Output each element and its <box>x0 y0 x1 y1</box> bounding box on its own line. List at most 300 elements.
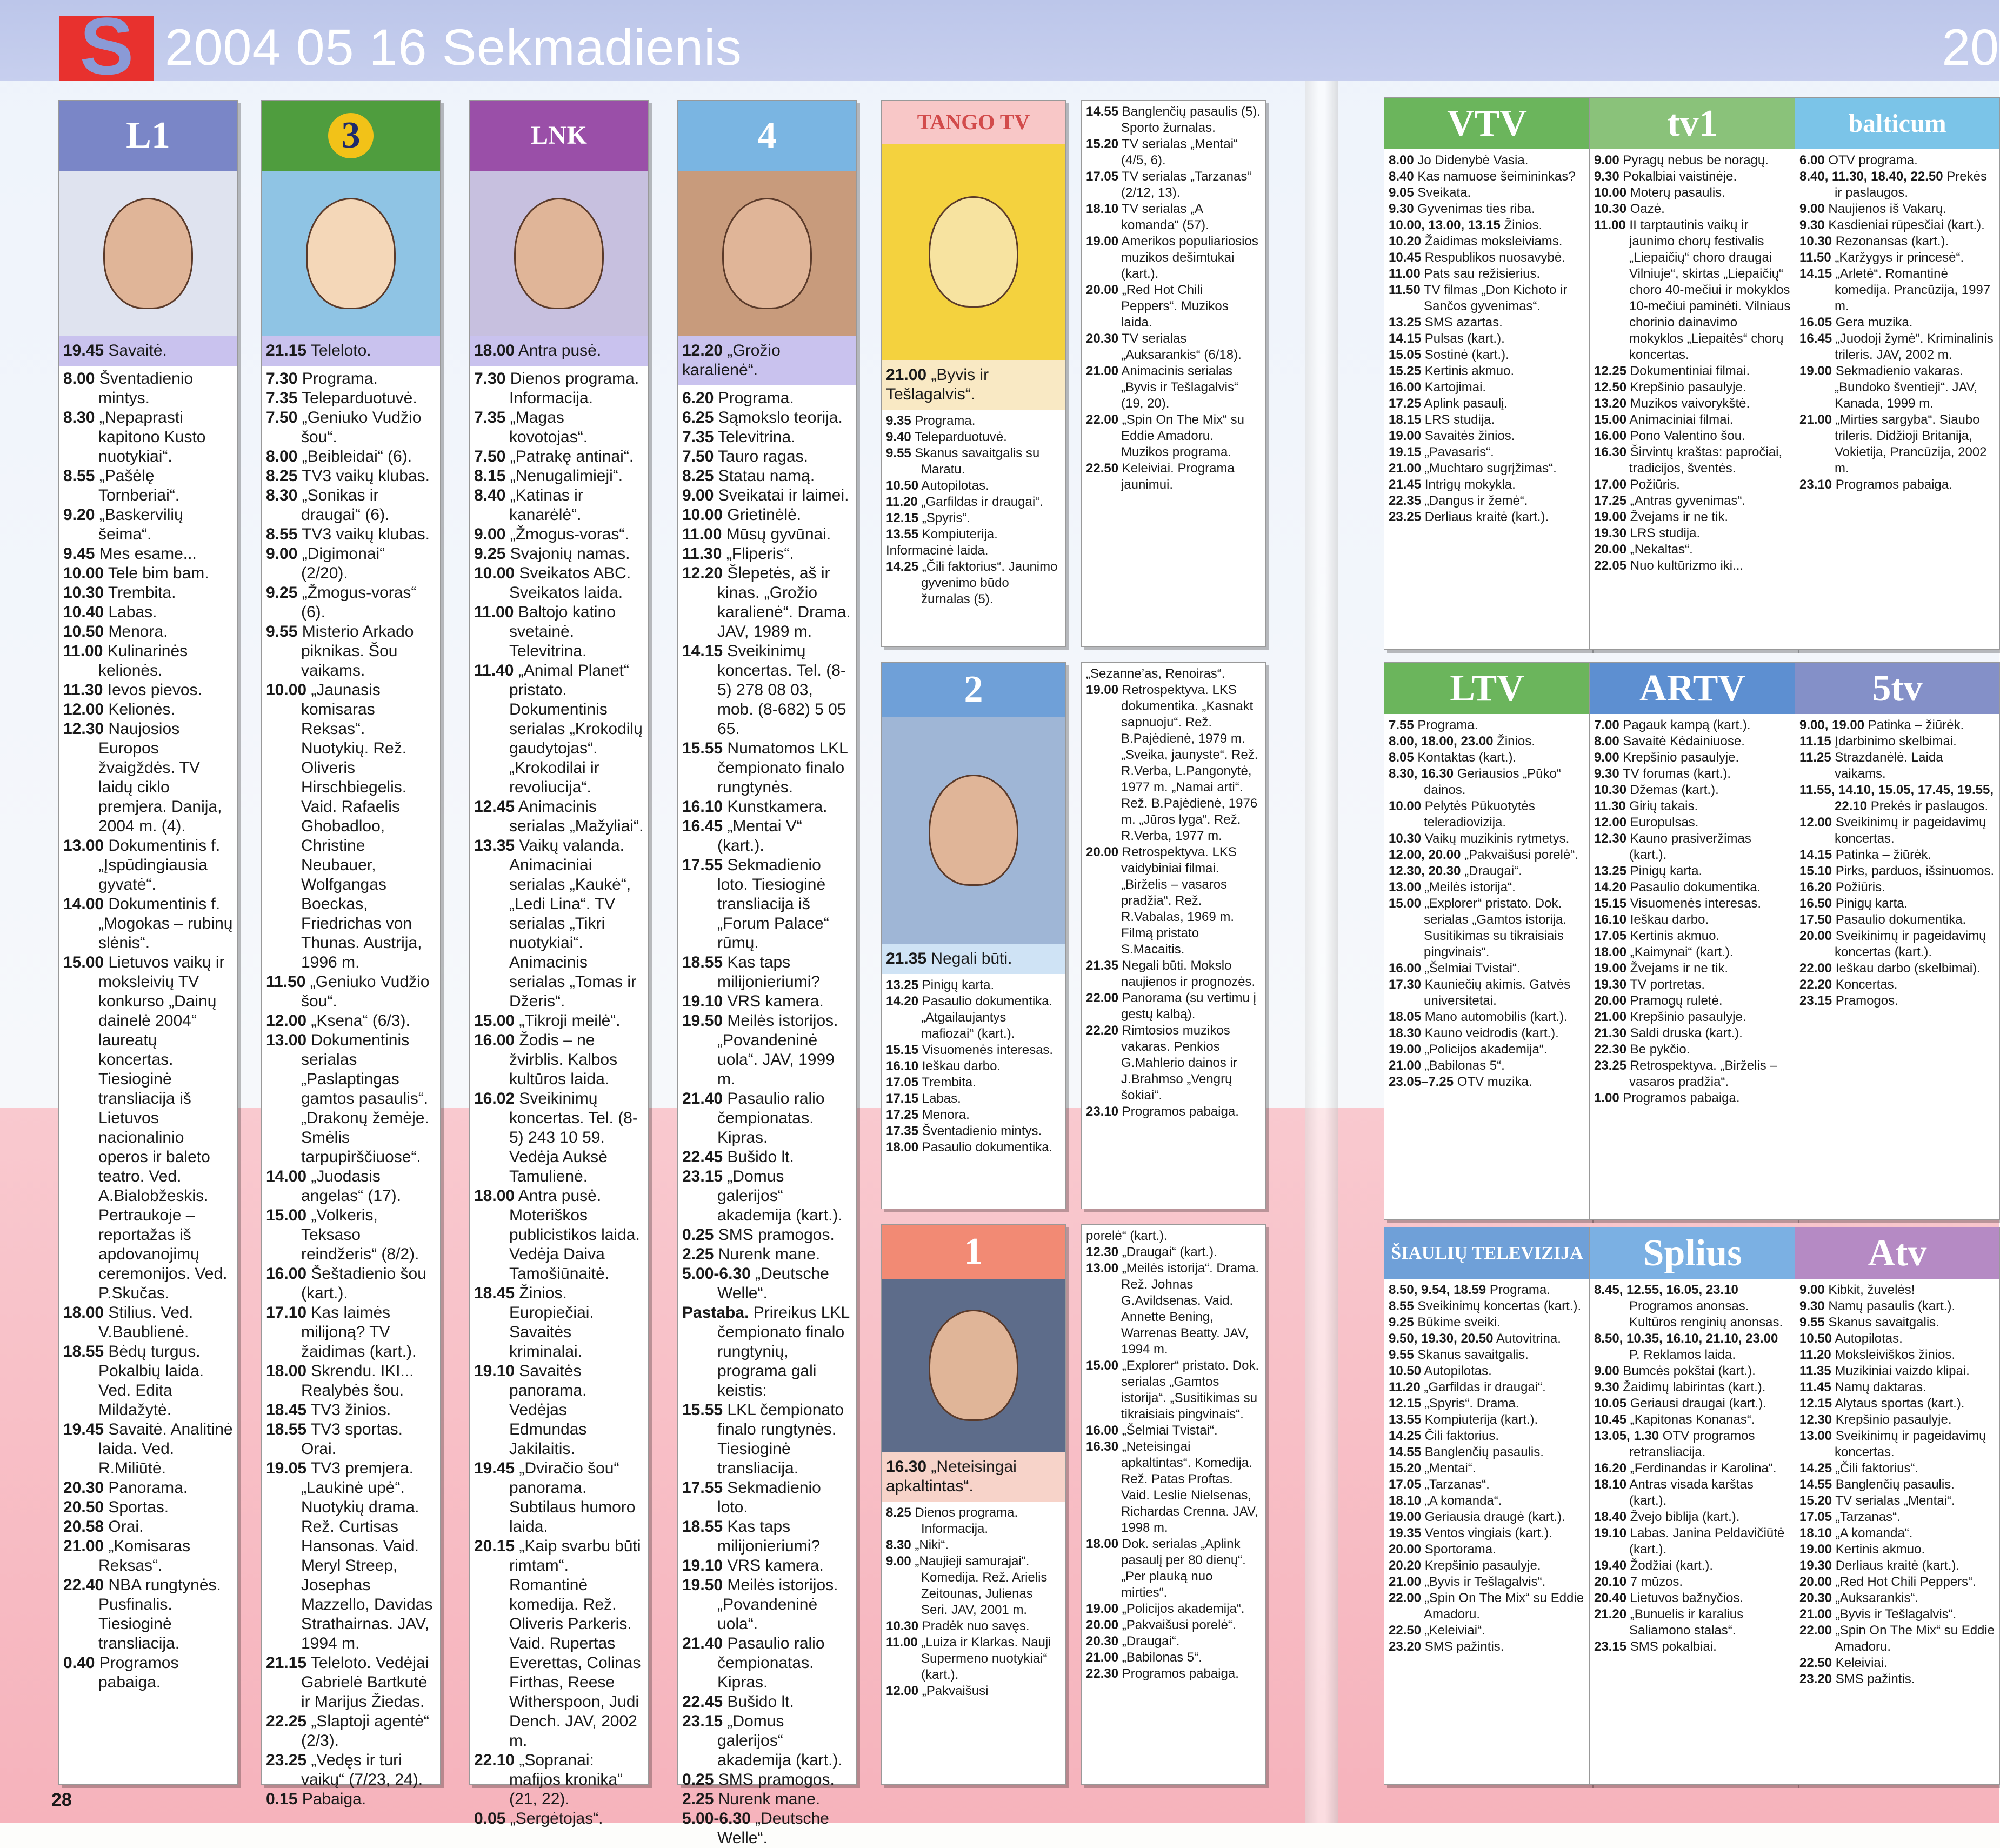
programme-time: 10.45 <box>1389 250 1422 265</box>
programme-time: 9.30 <box>1594 766 1619 781</box>
programme-item <box>1594 185 1791 201</box>
programme-title: Programa. <box>297 370 378 388</box>
programme-item <box>1594 1379 1791 1396</box>
programme-title: Pinigų karta. <box>918 978 995 992</box>
programme-time: 19.00 <box>1086 683 1119 697</box>
programme-time: 11.15 <box>1799 734 1831 749</box>
schedule-list-lrt1b-continued <box>1082 1225 1265 1682</box>
programme-time: 8.40, 11.30, 18.40, 22.50 <box>1799 169 1943 184</box>
programme-item <box>1594 152 1791 169</box>
programme-item <box>1389 1460 1585 1477</box>
programme-item <box>474 1011 644 1031</box>
programme-item <box>266 972 436 1011</box>
programme-item <box>886 1634 1061 1683</box>
programme-time: 11.00 <box>886 1635 918 1650</box>
programme-time: 18.45 <box>266 1401 307 1419</box>
programme-item <box>474 466 644 486</box>
programme-item <box>682 447 852 466</box>
programme-time: 18.10 <box>1086 202 1119 216</box>
programme-time: 22.20 <box>1086 1023 1119 1038</box>
programme-item <box>1594 1025 1791 1042</box>
programme-item <box>1389 1347 1585 1363</box>
programme-title: Rezonansas (kart.). <box>1832 234 1949 249</box>
programme-time: 22.00 <box>1086 412 1119 427</box>
programme-time: 7.35 <box>682 428 714 446</box>
programme-item <box>1086 1104 1261 1120</box>
programme-time: 20.20 <box>1389 1558 1422 1573</box>
programme-title: „Spin On The Mix“ su Eddie Amadoru. Muzikos programa. <box>1118 412 1245 459</box>
programme-item <box>1389 1282 1585 1298</box>
programme-title: TV filmas „Don Kichoto ir Sančos gyvenimas“. <box>1420 283 1568 313</box>
programme-time: 9.05 <box>1389 185 1414 200</box>
programme-item <box>474 797 644 836</box>
programme-title: porelė“ (kart.). <box>1086 1229 1168 1243</box>
programme-time: 13.25 <box>886 978 919 992</box>
programme-time: 9.30 <box>1594 1380 1619 1395</box>
programme-time: 21.15 <box>266 1654 307 1672</box>
programme-time: 11.20 <box>1389 1380 1421 1395</box>
programme-title: Prekės ir paslaugos. <box>1835 169 1987 200</box>
programme-title: „Meilės istorija“. <box>1421 880 1516 895</box>
highlight-lrt2: 21.35 Negali būti. <box>882 944 1065 974</box>
programme-title: LRS studija. <box>1421 412 1495 427</box>
programme-time: 9.00 <box>1799 1283 1825 1297</box>
programme-title: „Žmogus-voras“. <box>505 525 629 543</box>
programme-item <box>63 895 233 953</box>
channel-column-balticum <box>1795 97 2000 650</box>
programme-item <box>1594 1477 1791 1509</box>
programme-item <box>266 466 436 486</box>
programme-title: „Beibleidai“ (6). <box>297 448 412 465</box>
programme-title: Retrospektyva. LKS vaidybiniai filmai. „Birželis – vasaros pradžia“. Rež. R.Vabalas, 1969 m. Filmą pristato S.Macaitis. <box>1118 845 1237 957</box>
programme-title: „Garfildas ir draugai“. <box>917 495 1043 509</box>
programme-title: Savaitės žinios. <box>1421 429 1515 443</box>
schedule-list-balticum <box>1795 149 1999 493</box>
channel-logo-splius: Splius <box>1590 1227 1795 1279</box>
programme-item <box>63 1498 233 1517</box>
programme-time: 11.20 <box>886 495 918 509</box>
programme-title: NBA rungtynės. Pusfinalis. Tiesioginė transliacija. <box>98 1576 221 1652</box>
programme-item <box>1086 1423 1261 1439</box>
programme-time: 17.05 <box>1594 929 1627 943</box>
programme-item <box>886 1683 1061 1699</box>
programme-time: 17.25 <box>1594 493 1627 508</box>
channel-column-lrt <box>58 100 238 1785</box>
programme-item <box>63 1537 233 1576</box>
programme-title: Žinios. Europiečiai. Savaitės kriminalai. <box>509 1284 594 1360</box>
programme-title: Džemas (kart.). <box>1626 783 1719 797</box>
programme-item <box>1799 1282 1995 1298</box>
programme-item <box>1086 1439 1261 1536</box>
programme-title: „Baskervilių šeima“. <box>95 506 183 543</box>
programme-item <box>1594 1363 1791 1379</box>
programme-title: Animacinis serialas „Byvis ir Tešlagalvis“ (19, 20). <box>1118 364 1238 411</box>
programme-title: TV3 premjera. „Laukinė upė“. Nuotykių drama. Rež. Curtisas Hansonas. Vaid. Meryl Streep, Josephas Mazzello, Davidas Strathairnas. JAV, 1994 m. <box>301 1459 433 1652</box>
programme-time: 16.20 <box>1594 1461 1627 1476</box>
programme-time: 9.00 <box>1799 202 1825 216</box>
programme-item <box>1799 266 1995 315</box>
programme-item <box>1389 831 1585 847</box>
programme-time: 19.10 <box>682 1557 723 1575</box>
programme-item <box>63 622 233 642</box>
programme-title: Banglenčių pasaulis. <box>1421 1445 1544 1459</box>
programme-time: 15.10 <box>1799 864 1832 878</box>
channel-logo-tango: TANGO TV <box>882 101 1065 144</box>
channel-logo-lrt1b: 1 <box>882 1225 1065 1279</box>
programme-item <box>1799 1525 1995 1542</box>
programme-item <box>682 486 852 505</box>
programme-title: „Jaunasis komisaras Reksas“. Nuotykių. Rež. Oliveris Hirschbiegelis. Vaid. Rafaelis Ghobadloo, Christine Neubauer, Wolfgangas Boeckas, Friedrichas von Thunas. Austrija, 1996 m. <box>301 681 422 971</box>
schedule-list-lrt <box>59 366 237 1692</box>
channel-logo-atv: Atv <box>1795 1227 1999 1279</box>
programme-item <box>1389 331 1585 347</box>
programme-title: Pasaulio dokumentika. „Atgailaujantys mafiozai“ (kart.). <box>918 994 1053 1041</box>
programme-title: Svajonių namas. <box>505 545 630 563</box>
programme-title: Pasaulio dokumentika. <box>918 1140 1053 1155</box>
programme-item <box>1594 863 1791 879</box>
programme-time: 14.00 <box>63 895 104 913</box>
programme-title: Krepšinio pasaulyje. <box>1619 750 1739 765</box>
programme-title: TV3 vaikų klubas. <box>297 525 430 543</box>
schedule-list-tango <box>882 410 1065 608</box>
programme-time: 5.00-6.30 <box>682 1810 751 1827</box>
programme-item <box>1389 1477 1585 1493</box>
programme-title: Požiūris. <box>1832 880 1885 895</box>
programme-time: 8.45, 12.55, 16.05, 23.10 <box>1594 1283 1738 1297</box>
programme-item <box>1086 1617 1261 1633</box>
programme-item <box>63 719 233 836</box>
programme-title: Kunstkamera. <box>723 798 828 816</box>
programme-title: Muzikiniai vaizdo klipai. <box>1831 1364 1970 1378</box>
programme-title: Dienos programa. Informacija. <box>911 1505 1018 1536</box>
programme-time: 16.00 <box>474 1031 515 1049</box>
programme-title: Pabaiga. <box>297 1790 366 1808</box>
programme-time: 20.15 <box>474 1537 515 1555</box>
channel-column-atv <box>1795 1227 2000 1785</box>
programme-time: 9.25 <box>266 584 298 602</box>
programme-time: 19.00 <box>1389 429 1422 443</box>
programme-time: 16.20 <box>1799 880 1832 895</box>
schedule-list-lnk <box>470 366 648 1829</box>
programme-time: 16.00 <box>1086 1423 1119 1438</box>
programme-item <box>474 1089 644 1186</box>
programme-time: 15.00 <box>63 953 104 971</box>
programme-item <box>682 544 852 564</box>
programme-title: Derliaus kraitė (kart.). <box>1421 510 1549 524</box>
programme-title: Įdarbinimo skelbimai. <box>1831 734 1957 749</box>
programme-time: 17.05 <box>1086 169 1119 184</box>
programme-item <box>1389 1058 1585 1074</box>
programme-title: Girių takais. <box>1625 799 1698 813</box>
programme-time: 9.00, 19.00 <box>1799 718 1865 732</box>
programme-title: Sveikinimų ir pageidavimų koncertas (kart.). <box>1832 929 1986 959</box>
programme-item <box>1799 717 1995 733</box>
programme-title: Sveikata. <box>1414 185 1471 200</box>
programme-title: TV portretas. <box>1626 977 1705 992</box>
programme-time: 16.00 <box>266 1265 307 1283</box>
programme-time: 18.00 <box>63 1304 104 1322</box>
programme-title: Televitrina. <box>714 428 796 446</box>
programme-time: 8.50, 10.35, 16.10, 21.10, 23.00 <box>1594 1331 1778 1346</box>
programme-time: 18.55 <box>63 1343 104 1360</box>
channel-photo-tv3 <box>262 171 440 336</box>
programme-time: 21.35 <box>1086 958 1119 973</box>
programme-title: Savaitės panorama. Vedėjas Edmundas Jakilaitis. <box>509 1362 587 1458</box>
programme-item <box>1799 1347 1995 1363</box>
programme-item <box>1389 863 1585 879</box>
programme-time: 11.00 <box>63 642 103 660</box>
programme-item <box>1799 879 1995 896</box>
programme-time: 8.00 <box>1594 734 1619 749</box>
programme-item <box>1594 542 1791 558</box>
programme-title: „Policijos akademija“. <box>1421 1042 1548 1057</box>
programme-item <box>1799 1623 1995 1655</box>
programme-time: 16.00 <box>1389 380 1422 395</box>
programme-time: 19.45 <box>474 1459 515 1477</box>
programme-item <box>682 1478 852 1517</box>
programme-title: TV serialas „Auksarankis“ (6/18). <box>1118 331 1242 362</box>
programme-title: „Digimonai“ (2/20). <box>297 545 385 582</box>
programme-time: 15.00 <box>1389 896 1422 911</box>
programme-title: Sportas. <box>104 1498 169 1516</box>
programme-item <box>1594 428 1791 444</box>
programme-time: 18.45 <box>474 1284 515 1302</box>
programme-time: 15.20 <box>1389 1461 1422 1476</box>
programme-time: 19.10 <box>1594 1526 1627 1540</box>
programme-title: Dienos programa. Informacija. <box>505 370 639 407</box>
programme-title: Bėdų turgus. Pokalbių laida. Ved. Edita Mildažytė. <box>98 1343 204 1419</box>
programme-item <box>1389 1396 1585 1412</box>
programme-item <box>1594 831 1791 863</box>
programme-title: Panorama (su vertimu į gestų kalbą). <box>1118 991 1256 1022</box>
programme-time: 22.45 <box>682 1693 723 1711</box>
programme-time: 9.20 <box>63 506 95 524</box>
programme-title: Dokumentinis f. „Įspūdingiausia gyvatė“. <box>98 837 221 893</box>
programme-time: 12.15 <box>1799 1396 1832 1411</box>
programme-time: 23.15 <box>1799 993 1832 1008</box>
presenter-portrait <box>929 775 1018 886</box>
channel-column-vtv <box>1384 97 1590 650</box>
programme-item <box>63 642 233 681</box>
channel-logo-tv1: tv1 <box>1590 98 1795 149</box>
programme-time: 23.05–7.25 <box>1389 1075 1454 1089</box>
programme-time: 23.25 <box>266 1751 307 1769</box>
programme-title: „Sopranai: mafijos kronika“ (21, 22). <box>509 1751 623 1808</box>
programme-title: „Patrakę antinai“. <box>505 448 634 465</box>
programme-time: 18.15 <box>1389 412 1422 427</box>
programme-time: 19.05 <box>266 1459 307 1477</box>
programme-title: Skanus savaitgalis. <box>1414 1347 1529 1362</box>
programme-time: 11.00 <box>682 525 722 543</box>
programme-time: 10.45 <box>1594 1412 1627 1427</box>
programme-title: „Spyris“. Drama. <box>1421 1396 1519 1411</box>
programme-time: 9.55 <box>266 623 298 641</box>
programme-item <box>1799 152 1995 169</box>
programme-item <box>1086 331 1261 363</box>
programme-time: 20.30 <box>1086 1634 1119 1649</box>
programme-time: 13.25 <box>1389 315 1422 330</box>
programme-title: Menora. <box>918 1108 970 1122</box>
programme-item <box>1799 1671 1995 1687</box>
programme-time: 14.00 <box>266 1167 307 1185</box>
programme-time: 20.00 <box>1594 542 1627 557</box>
programme-title: Pasaulio dokumentika. <box>1832 912 1966 927</box>
programme-item <box>1086 844 1261 958</box>
programme-time: 8.40 <box>1389 169 1414 184</box>
programme-time: 18.00 <box>886 1140 919 1155</box>
programme-item <box>474 1809 644 1829</box>
channel-photo-tv4 <box>678 171 856 336</box>
right-page-number: 20 <box>1942 19 1999 76</box>
programme-time: 15.25 <box>1389 364 1422 378</box>
programme-title: „Arletė“. Romantinė komedija. Prancūzija, 1997 m. <box>1832 266 1991 313</box>
programme-title: Grietinėlė. <box>723 506 802 524</box>
programme-time: 7.30 <box>474 370 506 388</box>
programme-time: 7.00 <box>1594 718 1619 732</box>
programme-time: 2.25 <box>682 1245 714 1263</box>
programme-title: Kompiuterija (kart.). <box>1421 1412 1538 1427</box>
programme-title: Ventos vingiais (kart.). <box>1421 1526 1552 1540</box>
programme-time: 19.45 <box>63 1420 104 1438</box>
programme-time: 12.30 <box>1086 1245 1119 1259</box>
programme-title: Žvejo biblija (kart.). <box>1626 1510 1740 1524</box>
programme-time: 21.40 <box>682 1634 723 1652</box>
programme-time: 15.55 <box>682 739 723 757</box>
programme-title: Visuomenės interesas. <box>1626 896 1762 911</box>
programme-title: Dok. serialas „Aplink pasaulį per 80 dienų“. „Per plauką nuo mirties“. <box>1118 1537 1246 1600</box>
programme-item <box>266 408 436 447</box>
channel-column-lrt2 <box>881 662 1066 1209</box>
programme-time: 6.00 <box>1799 153 1825 168</box>
cartoon-image-tango <box>882 144 1065 360</box>
programme-item <box>1594 509 1791 525</box>
programme-title: Amerikos populiariosios muzikos dešimtukai (kart.). <box>1118 234 1258 281</box>
programme-time: 9.30 <box>1594 169 1619 184</box>
programme-time: 0.05 <box>474 1810 506 1827</box>
programme-time: 22.30 <box>1086 1666 1119 1681</box>
programme-time: 19.00 <box>1389 1042 1422 1057</box>
channel-column-5tv <box>1795 662 2000 1220</box>
programme-item <box>266 389 436 408</box>
programme-title: TV3 sportas. Orai. <box>301 1420 403 1458</box>
programme-time: 12.15 <box>886 511 919 525</box>
programme-item <box>1389 379 1585 396</box>
programme-item <box>63 583 233 603</box>
programme-title: Kibkit, žuvelės! <box>1824 1283 1915 1297</box>
programme-item <box>886 445 1061 478</box>
page-gutter <box>1305 0 1338 1823</box>
programme-time: 20.40 <box>1594 1591 1627 1605</box>
programme-title: Patinka – žiūrėk. <box>1864 718 1964 732</box>
programme-title: Tele bim bam. <box>104 564 209 582</box>
programme-time: 23.15 <box>682 1167 723 1185</box>
programme-time: 10.05 <box>1594 1396 1627 1411</box>
programme-time: 12.25 <box>1594 364 1627 378</box>
programme-title: Visuomenės interesas. <box>918 1043 1054 1057</box>
programme-time: 8.55 <box>266 525 298 543</box>
programme-item <box>1389 169 1585 185</box>
schedule-list-splius <box>1590 1279 1795 1655</box>
programme-item <box>1594 977 1791 993</box>
programme-item <box>682 1770 852 1790</box>
programme-item <box>1086 1633 1261 1650</box>
programme-title: Pagauk kampą (kart.). <box>1619 718 1751 732</box>
programme-item <box>1594 396 1791 412</box>
programme-item <box>1594 412 1791 428</box>
page-title: 2004 05 16 Sekmadienis <box>165 19 742 76</box>
programme-item <box>1594 1009 1791 1025</box>
programme-item <box>1799 896 1995 912</box>
programme-item <box>886 1537 1061 1553</box>
programme-item <box>474 447 644 466</box>
programme-title: „Geniuko Vudžio šou“. <box>301 973 430 1010</box>
channel-column-tv3 <box>261 100 441 1808</box>
programme-title: Pirks, parduos, išsinuomos. <box>1832 864 1995 878</box>
programme-title: „Nenugalimieji“. <box>505 467 623 485</box>
programme-time: 21.00 <box>1594 1010 1627 1024</box>
programme-title: Programos anonsas. Kultūros renginių anonsas. <box>1629 1299 1783 1330</box>
channel-column-lnk <box>469 100 649 1827</box>
programme-title: „Byvis ir Tešlagalvis“. <box>1832 1607 1957 1622</box>
programme-time: 11.00 <box>474 603 514 621</box>
programme-time: 14.15 <box>682 642 723 660</box>
programme-item <box>1799 1460 1995 1477</box>
programme-item <box>1799 1477 1995 1493</box>
programme-item <box>1799 331 1995 363</box>
programme-item <box>886 1058 1061 1075</box>
channel-column-lrt1b <box>881 1224 1066 1785</box>
programme-item <box>474 1537 644 1751</box>
programme-title: „Ferdinandas ir Karolina“. <box>1626 1461 1777 1476</box>
programme-title: Sekmadienio vakaras. „Bundoko šventieji“. JAV, Kanada, 1999 m. <box>1832 364 1978 411</box>
programme-title: Retrospektyva. „Birželis – vasaros pradžia“. <box>1626 1058 1777 1089</box>
programme-item <box>1389 1379 1585 1396</box>
programme-title: Lietuvos vaikų ir moksleivių TV konkurso „Dainų dainelė 2004“ laureatų koncertas. Tiesioginė transliacija iš Lietuvos nacionalinio operos ir baleto teatro. Ved. A.Bialobžeskis. Pertraukoje – reportažas iš apdovanojimų ceremonijos. Ved. P.Skučas. <box>98 953 228 1302</box>
programme-time: 14.20 <box>1594 880 1627 895</box>
programme-title: Dokumentinis serialas „Paslaptingas gamtos pasaulis“. „Drakonų žemėje. Smėlis tarpupirščiuose“. <box>301 1031 429 1166</box>
programme-time: 22.50 <box>1389 1623 1422 1638</box>
programme-title: Tauro ragas. <box>714 448 808 465</box>
programme-item <box>1594 766 1791 782</box>
programme-item <box>1799 1590 1995 1606</box>
programme-time: 14.25 <box>886 559 919 574</box>
channel-column-tv4 <box>677 100 857 1847</box>
programme-time: 14.20 <box>886 994 919 1009</box>
programme-title: Panorama. <box>104 1479 188 1497</box>
programme-time: 15.20 <box>1799 1493 1832 1508</box>
programme-title: „Babilonas 5“. <box>1421 1058 1505 1073</box>
programme-title: „Šelmiai Tvistai“. <box>1118 1423 1218 1438</box>
programme-item <box>1086 958 1261 990</box>
channel-logo-5tv: 5tv <box>1795 663 1999 714</box>
schedule-list-tango-continued <box>1082 101 1265 493</box>
programme-title: VRS kamera. <box>723 1557 824 1575</box>
presenters-portrait <box>306 198 396 309</box>
programme-title: „Policijos akademija“. <box>1118 1602 1245 1616</box>
programme-title: „A komanda“. <box>1421 1493 1502 1508</box>
programme-title: OTV programa. <box>1824 153 1918 168</box>
programme-time: 9.00 <box>1594 750 1619 765</box>
programme-title: „Keleiviai“. <box>1421 1623 1485 1638</box>
programme-time: 17.25 <box>886 1108 919 1122</box>
programme-item <box>682 642 852 739</box>
programme-item <box>1389 461 1585 477</box>
programme-title: Programa. <box>1486 1283 1550 1297</box>
programme-time: 11.45 <box>1799 1380 1831 1395</box>
programme-item <box>1086 412 1261 461</box>
programme-time: 22.05 <box>1594 558 1627 573</box>
programme-title: „Juodasis angelas“ (17). <box>301 1167 402 1205</box>
